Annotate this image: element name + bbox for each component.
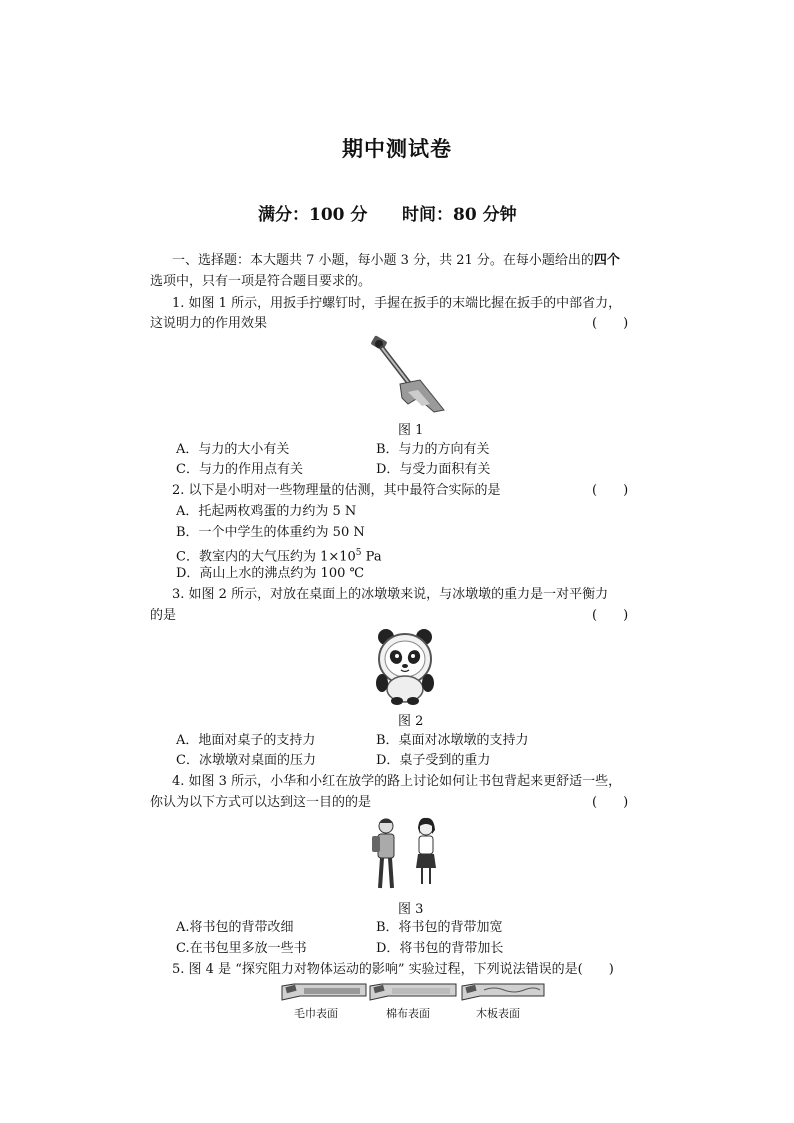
q2-option-c-text: C．教室内的大气压约为 1×10 — [176, 549, 356, 565]
fig4-label-towel: 毛巾表面 — [294, 1007, 338, 1020]
q4-stem: 4. 如图 3 所示，小华和小红在放学的路上讨论如何让书包背起来更舒适一些， — [172, 774, 622, 789]
wrench-figure — [360, 332, 455, 414]
ramp-towel-icon — [282, 984, 366, 1000]
students-figure — [366, 814, 446, 892]
section-heading-text: 一、选择题：本大题共 7 小题，每小题 3 分，共 21 分。在每小题给出的 — [172, 253, 594, 268]
q4-answer-blank: ( ) — [592, 795, 629, 810]
q2-option-c-unit: Pa — [361, 549, 382, 565]
fig1-caption: 图 1 — [398, 423, 424, 438]
q5-stem: 5. 图 4 是 “探究阻力对物体运动的影响” 实验过程，下列说法错误的是( ) — [172, 962, 614, 977]
q4-stem-line2: 你认为以下方式可以达到这一目的的是 — [150, 795, 372, 810]
boy-icon — [372, 819, 394, 889]
q3-answer-blank: ( ) — [592, 608, 629, 623]
section-heading-emph: 四个 — [593, 253, 620, 268]
time-info: 时间：80 分钟 — [402, 205, 517, 225]
q3-option-b: B．桌面对冰墩墩的支持力 — [376, 733, 529, 748]
q4-option-c: C.在书包里多放一些书 — [176, 941, 307, 956]
q2-option-b: B．一个中学生的体重约为 50 N — [176, 525, 365, 540]
q2-answer-blank: ( ) — [592, 483, 629, 498]
fig4-ramps — [280, 982, 546, 1004]
q2-stem: 2. 以下是小明对一些物理量的估测，其中最符合实际的是 — [172, 483, 501, 498]
q3-option-c: C．冰墩墩对桌面的压力 — [176, 753, 316, 768]
ramp-wood-icon — [462, 984, 544, 1000]
ramp-cotton-icon — [370, 984, 456, 1000]
q1-stem-line2: 这说明力的作用效果 — [150, 316, 268, 331]
q4-option-b: B．将书包的背带加宽 — [376, 920, 503, 935]
fig4-label-wood: 木板表面 — [476, 1007, 520, 1020]
score-info: 满分：100 分 — [258, 205, 368, 225]
q2-option-a: A．托起两枚鸡蛋的力约为 5 N — [176, 504, 357, 519]
fig3-caption: 图 3 — [398, 902, 424, 917]
fig2-caption: 图 2 — [398, 714, 424, 729]
q1-option-c: C．与力的作用点有关 — [176, 462, 303, 477]
q2-option-d: D．高山上水的沸点约为 100 ℃ — [176, 566, 365, 581]
girl-icon — [416, 818, 436, 884]
page-title: 期中测试卷 — [342, 136, 452, 161]
q3-option-a: A．地面对桌子的支持力 — [176, 733, 316, 748]
q3-stem: 3. 如图 2 所示，对放在桌面上的冰墩墩来说，与冰墩墩的重力是一对平衡力 — [172, 587, 609, 602]
section-heading — [172, 251, 620, 271]
section-heading-line2: 选项中，只有一项是符合题目要求的。 — [150, 274, 372, 289]
q3-option-d: D．桌子受到的重力 — [376, 753, 491, 768]
panda-mascot-figure — [372, 625, 438, 705]
q1-answer-blank: ( ) — [592, 316, 629, 331]
q1-stem: 1. 如图 1 所示，用扳手拧螺钉时，手握在扳手的末端比握在扳手的中部省力， — [172, 296, 622, 311]
q4-option-d: D．将书包的背带加长 — [376, 941, 504, 956]
wrench-icon — [370, 335, 444, 412]
q1-option-d: D．与受力面积有关 — [376, 462, 491, 477]
q3-stem-line2: 的是 — [150, 608, 177, 623]
q4-option-a: A.将书包的背带改细 — [176, 920, 294, 935]
q1-option-b: B．与力的方向有关 — [376, 442, 490, 457]
panda-icon — [376, 629, 434, 705]
q1-option-a: A．与力的大小有关 — [176, 442, 290, 457]
fig4-label-cotton: 棉布表面 — [386, 1007, 430, 1020]
q2-option-c-exponent: 5 — [355, 548, 362, 558]
